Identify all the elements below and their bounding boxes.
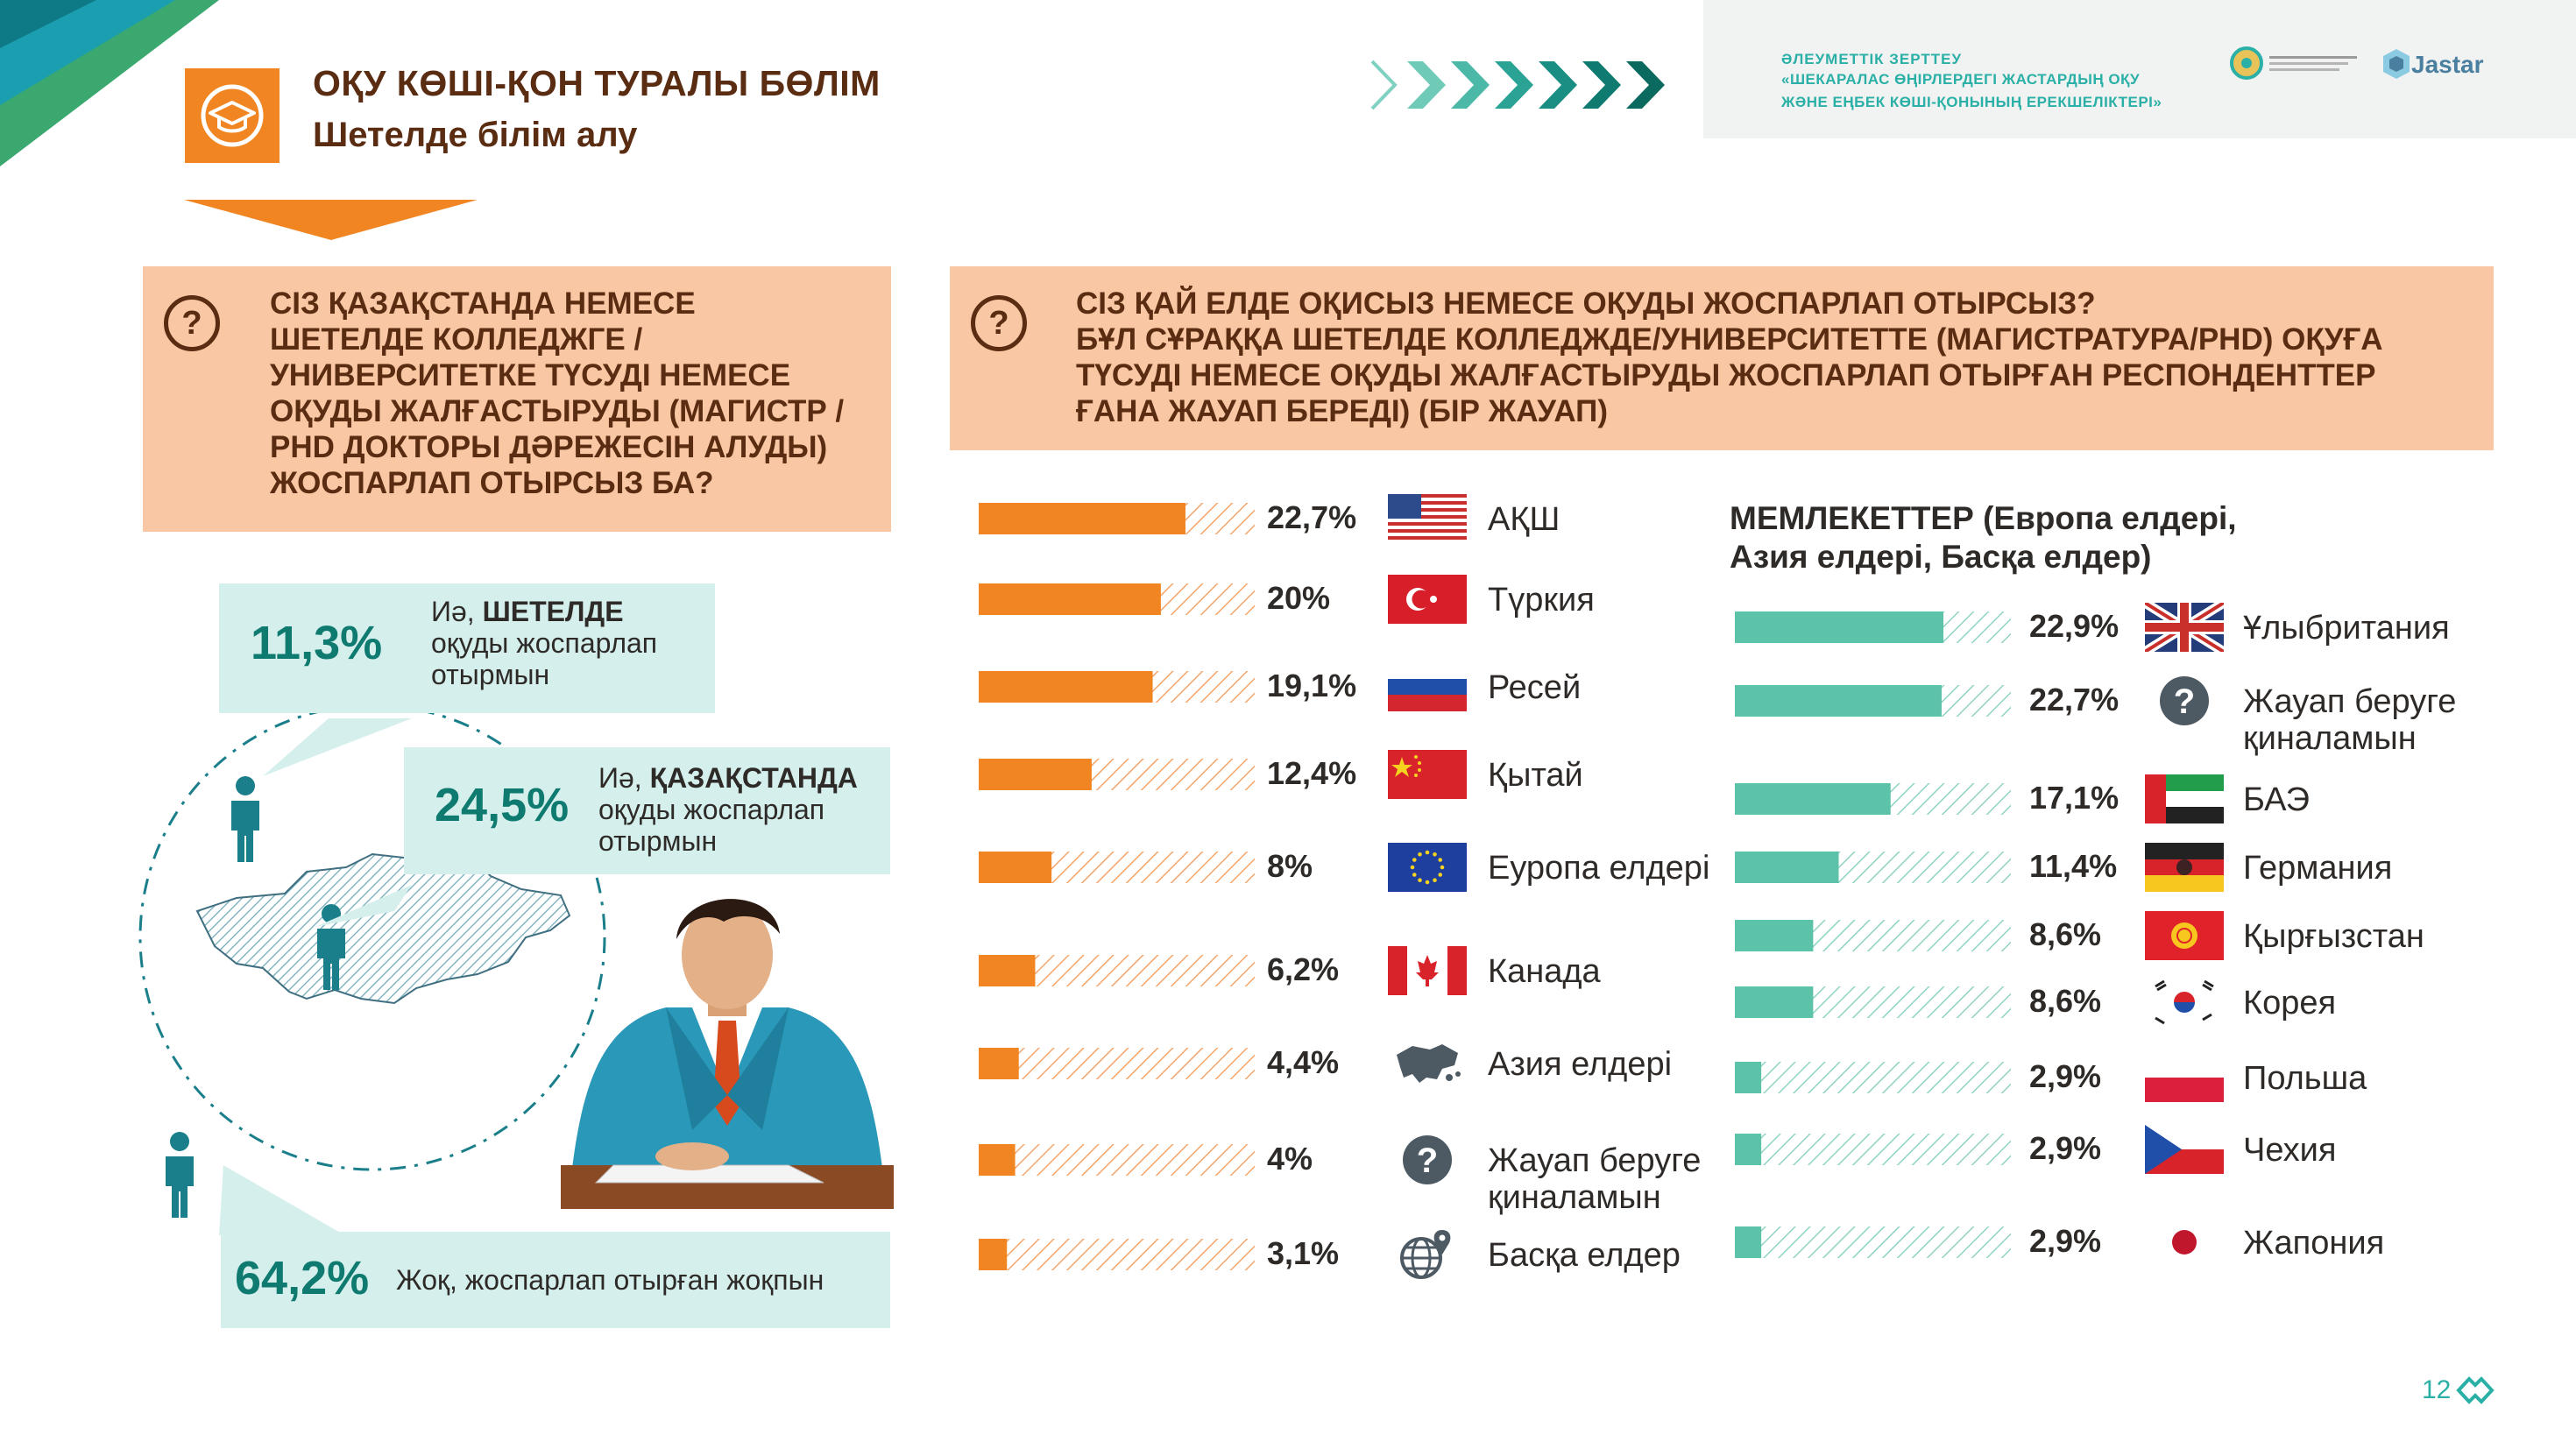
bar-value-label: 2,9% bbox=[2029, 1058, 2102, 1094]
chart-bar bbox=[1735, 986, 2011, 1018]
bar-fill bbox=[979, 852, 1051, 883]
bar-track bbox=[1735, 611, 2011, 643]
svg-text:?: ? bbox=[1416, 1142, 1439, 1180]
category-label: Қырғызстан bbox=[2243, 918, 2424, 955]
bar-fill bbox=[979, 671, 1153, 703]
bar-track bbox=[979, 503, 1255, 534]
bar-fill bbox=[1735, 783, 1891, 815]
page-subtitle: Шетелде білім алу bbox=[313, 116, 638, 154]
bar-value-label: 22,7% bbox=[2029, 682, 2120, 717]
bar-track bbox=[1735, 852, 2011, 883]
category-label: Азия елдері bbox=[1488, 1046, 1673, 1083]
poland-flag-icon bbox=[2145, 1053, 2224, 1102]
student-illustration bbox=[561, 876, 894, 1209]
jastar-logo-icon bbox=[2381, 47, 2411, 81]
right-question-text: СІЗ ҚАЙ ЕЛДЕ ОҚИСЫЗ НЕМЕСЕ ОҚУДЫ ЖОСПАРЛАП ОТЫРСЫЗ? БҰЛ СҰРАҚҚА ШЕТЕЛДЕ КОЛЛЕДЖДЕ/УНИВЕРСИТЕТТЕ (МАГИСТРАТУРА/PHD) ОҚУҒА ТҮСУДІ НЕМЕСЕ ОҚУДЫ ЖАЛҒАСТЫРУДЫ ЖОСПАРЛАП ОТЫРҒАН РЕСПОНДЕНТТЕР ҒАНА ЖАУАП БЕРЕДІ) (БІР ЖАУАП) bbox=[1076, 286, 2383, 428]
bar-value-label: 12,4% bbox=[1267, 755, 1357, 791]
category-label: Корея bbox=[2243, 985, 2337, 1021]
chart-bar bbox=[979, 583, 1255, 615]
china-flag-icon bbox=[1388, 750, 1467, 799]
bar-value-label: 8,6% bbox=[2029, 983, 2102, 1019]
category-label: Жауап беруге қиналамын bbox=[1488, 1142, 1702, 1216]
category-label: Канада bbox=[1488, 953, 1601, 990]
bar-track bbox=[979, 583, 1255, 615]
bar-track bbox=[1735, 986, 2011, 1018]
bar-fill bbox=[979, 759, 1092, 790]
graduation-cap-icon bbox=[198, 81, 266, 150]
bar-track bbox=[979, 1048, 1255, 1079]
bar-fill bbox=[1735, 920, 1813, 951]
bar-value-label: 3,1% bbox=[1267, 1235, 1340, 1271]
russia-flag-icon bbox=[1388, 662, 1467, 711]
bar-value-label: 22,7% bbox=[1267, 499, 1357, 535]
bar-fill bbox=[1735, 1226, 1761, 1258]
chart-hatch-defs bbox=[0, 0, 1, 1]
chart-bar bbox=[1735, 1226, 2011, 1258]
graduation-cap-logo bbox=[185, 68, 280, 163]
usa-flag-icon bbox=[1388, 494, 1467, 543]
asia-map-icon bbox=[1388, 1039, 1467, 1088]
canada-flag-icon bbox=[1388, 946, 1467, 995]
bar-track bbox=[979, 671, 1255, 703]
ministry-logo-text bbox=[2269, 53, 2383, 74]
brand-line-2: «ШЕКАРАЛАС ӨҢІРЛЕРДЕГІ ЖАСТАРДЫҢ ОҚУ bbox=[1781, 71, 2141, 88]
bar-fill bbox=[979, 583, 1161, 615]
chart-bar bbox=[979, 759, 1255, 790]
chart-bar bbox=[979, 1239, 1255, 1270]
category-label: Жапония bbox=[2243, 1225, 2385, 1262]
chart-bar bbox=[1735, 1062, 2011, 1093]
bar-fill bbox=[979, 503, 1185, 534]
left-question-text: СІЗ ҚАЗАҚСТАНДА НЕМЕСЕ ШЕТЕЛДЕ КОЛЛЕДЖГЕ / УНИВЕРСИТЕТКЕ ТҮСУДІ НЕМЕСЕ ОҚУДЫ ЖАЛҒАСТЫРУДЫ (МАГИСТР / PHD ДОКТОРЫ ДӘРЕЖЕСІН АЛУДЫ) ЖОСПАРЛАП ОТЫРСЫЗ БА? bbox=[270, 286, 845, 500]
bar-fill bbox=[1735, 685, 1942, 717]
category-label: Жауап беруге қиналамын bbox=[2243, 683, 2457, 757]
bar-value-label: 20% bbox=[1267, 580, 1331, 616]
category-label: Түркия bbox=[1488, 582, 1595, 618]
page-title: ОҚУ КӨШІ-ҚОН ТУРАЛЫ БӨЛІМ bbox=[313, 63, 881, 103]
bar-fill bbox=[979, 1239, 1007, 1270]
callout-abroad-pct: 11,3% bbox=[251, 617, 383, 669]
bar-track bbox=[1735, 783, 2011, 815]
person-icon bbox=[160, 1130, 199, 1219]
ornament-icon bbox=[2453, 1374, 2497, 1407]
kazakhstan-emblem-icon bbox=[2229, 46, 2264, 81]
bar-value-label: 8% bbox=[1267, 848, 1313, 884]
kyrgyzstan-flag-icon bbox=[2145, 911, 2224, 960]
bar-fill bbox=[1735, 611, 1943, 643]
bar-value-label: 4% bbox=[1267, 1141, 1313, 1177]
germany-flag-icon bbox=[2145, 843, 2224, 892]
chart-bar bbox=[979, 955, 1255, 986]
callout-kazakhstan-text: Иә, ҚАЗАҚСТАНДА оқуды жоспарлап отырмын bbox=[598, 762, 858, 857]
bar-value-label: 19,1% bbox=[1267, 668, 1357, 703]
bar-fill bbox=[1735, 986, 1813, 1018]
bar-track bbox=[979, 759, 1255, 790]
question-icon bbox=[1388, 1135, 1467, 1184]
callout-abroad-text: Иә, ШЕТЕЛДЕ оқуды жоспарлап отырмын bbox=[431, 596, 658, 690]
bar-value-label: 11,4% bbox=[2029, 848, 2118, 884]
chart-2-title: МЕМЛЕКЕТТЕР (Европа елдері, Азия елдері, Басқа елдер) bbox=[1730, 500, 2237, 575]
question-icon: ? bbox=[971, 295, 1027, 351]
bar-track bbox=[1735, 1062, 2011, 1093]
uk-flag-icon bbox=[2145, 603, 2224, 652]
bar-value-label: 2,9% bbox=[2029, 1223, 2102, 1259]
bar-value-label: 4,4% bbox=[1267, 1044, 1340, 1080]
bar-track bbox=[979, 1144, 1255, 1176]
bar-track bbox=[1735, 920, 2011, 951]
category-label: Еуропа елдері bbox=[1488, 850, 1710, 887]
chart-bar bbox=[979, 852, 1255, 883]
czechia-flag-icon bbox=[2145, 1125, 2224, 1174]
question-icon: ? bbox=[164, 295, 220, 351]
category-label: Польша bbox=[2243, 1060, 2367, 1097]
orange-pointer bbox=[184, 200, 478, 242]
chart-bar bbox=[1735, 1134, 2011, 1165]
bar-track bbox=[1735, 685, 2011, 717]
bar-fill bbox=[979, 955, 1035, 986]
eu-flag-icon bbox=[1388, 843, 1467, 892]
category-label: Қытай bbox=[1488, 757, 1583, 794]
bar-value-label: 17,1% bbox=[2029, 780, 2120, 816]
bar-track bbox=[1735, 1134, 2011, 1165]
chart-bar bbox=[979, 503, 1255, 534]
chart-bar bbox=[1735, 611, 2011, 643]
question-icon bbox=[2145, 676, 2224, 725]
brand-line-3: ЖӘНЕ ЕҢБЕК КӨШІ-ҚОНЫНЫҢ ЕРЕКШЕЛІКТЕРІ» bbox=[1781, 94, 2162, 110]
jastar-logo-text: Jastar bbox=[2411, 51, 2484, 78]
bar-value-label: 22,9% bbox=[2029, 608, 2120, 644]
chart-bar bbox=[1735, 852, 2011, 883]
bar-value-label: 2,9% bbox=[2029, 1130, 2102, 1166]
chart-bar bbox=[979, 1144, 1255, 1176]
bar-value-label: 8,6% bbox=[2029, 916, 2102, 952]
category-label: Ұлыбритания bbox=[2243, 610, 2450, 647]
category-label: Ресей bbox=[1488, 669, 1582, 706]
chart-bar bbox=[1735, 685, 2011, 717]
brand-heading: ӘЛЕУМЕТТІК ЗЕРТТЕУ bbox=[1781, 51, 1963, 67]
bar-track bbox=[1735, 1226, 2011, 1258]
chevron-arrows-icon bbox=[1369, 56, 1675, 114]
bar-fill bbox=[979, 1048, 1019, 1079]
bar-fill bbox=[979, 1144, 1016, 1176]
globe-pin-icon bbox=[1388, 1230, 1467, 1279]
callout-no-pct: 64,2% bbox=[235, 1252, 370, 1304]
chart-bar bbox=[979, 1048, 1255, 1079]
category-label: АҚШ bbox=[1488, 501, 1560, 538]
turkey-flag-icon bbox=[1388, 575, 1467, 624]
bar-track bbox=[979, 1239, 1255, 1270]
category-label: БАЭ bbox=[2243, 781, 2310, 818]
page-number: 12 bbox=[2422, 1375, 2452, 1404]
japan-flag-icon bbox=[2145, 1218, 2224, 1267]
bar-track bbox=[979, 955, 1255, 986]
bar-track bbox=[979, 852, 1255, 883]
category-label: Басқа елдер bbox=[1488, 1237, 1681, 1274]
bar-fill bbox=[1735, 1062, 1761, 1093]
bar-value-label: 6,2% bbox=[1267, 951, 1340, 987]
category-label: Чехия bbox=[2243, 1132, 2337, 1169]
bar-fill bbox=[1735, 1134, 1761, 1165]
category-label: Германия bbox=[2243, 850, 2393, 887]
chart-bar bbox=[1735, 920, 2011, 951]
svg-text:?: ? bbox=[2173, 682, 2196, 721]
uae-flag-icon bbox=[2145, 774, 2224, 823]
chart-bar bbox=[1735, 783, 2011, 815]
callout-kazakhstan-pct: 24,5% bbox=[435, 779, 570, 831]
bar-fill bbox=[1735, 852, 1839, 883]
chart-bar bbox=[979, 671, 1255, 703]
callout-no-text: Жоқ, жоспарлап отырған жоқпын bbox=[396, 1264, 824, 1296]
korea-flag-icon bbox=[2145, 978, 2224, 1027]
